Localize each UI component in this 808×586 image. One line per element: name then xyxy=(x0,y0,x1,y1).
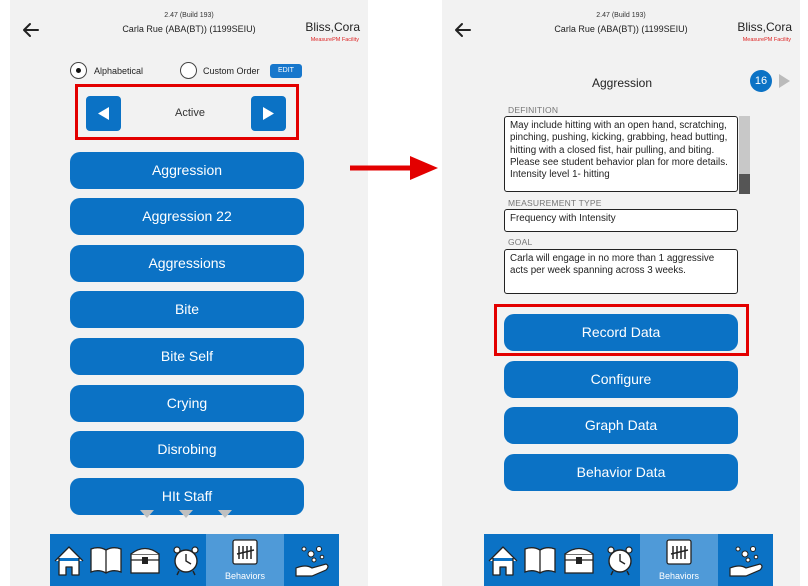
alarm-clock-icon xyxy=(600,534,640,586)
graph-data-button[interactable]: Graph Data xyxy=(504,407,738,444)
radio-selected-dot xyxy=(76,68,81,73)
measurement-type-label: MEASUREMENT TYPE xyxy=(508,198,602,208)
configure-button[interactable]: Configure xyxy=(504,361,738,398)
tab-rewards[interactable] xyxy=(124,534,166,586)
alarm-clock-icon xyxy=(166,534,206,586)
play-icon[interactable] xyxy=(779,74,790,88)
tab-home[interactable] xyxy=(484,534,522,586)
build-version: 2.47 (Build 193) xyxy=(164,12,214,19)
tab-alarms[interactable] xyxy=(600,534,640,586)
book-icon xyxy=(522,534,558,586)
tab-alarms[interactable] xyxy=(166,534,206,586)
behavior-item-aggressions[interactable]: Aggressions xyxy=(70,245,304,282)
tab-behaviors[interactable] xyxy=(640,534,718,586)
hand-sparkle-icon xyxy=(718,534,773,586)
measurement-type-value: Frequency with Intensity xyxy=(504,209,738,232)
treasure-chest-icon xyxy=(558,534,600,586)
facility-name: MeasurePM Facility xyxy=(742,37,791,43)
next-filter-button[interactable] xyxy=(251,96,286,131)
behavior-detail-screen xyxy=(442,0,800,586)
tab-wellness[interactable] xyxy=(284,534,339,586)
record-data-button[interactable]: Record Data xyxy=(504,314,738,351)
facility-name: MeasurePM Facility xyxy=(310,37,359,43)
goal-text: Carla will engage in no more than 1 aggressive acts per week spanning across 3 weeks. xyxy=(504,249,738,294)
behavior-item-bite-self[interactable]: Bite Self xyxy=(70,338,304,375)
filter-status-label: Active xyxy=(175,107,205,119)
patient-name: Carla Rue (ABA(BT)) (1199SEIU) xyxy=(122,24,256,34)
home-icon xyxy=(50,534,88,586)
scrollbar-thumb[interactable] xyxy=(739,174,750,194)
tab-behaviors[interactable] xyxy=(206,534,284,586)
behavior-list-screen xyxy=(10,0,368,586)
count-badge: 16 xyxy=(750,70,772,92)
behavior-title: Aggression xyxy=(591,76,653,90)
tab-wellness[interactable] xyxy=(718,534,773,586)
custom-order-radio[interactable] xyxy=(180,62,197,79)
alphabetical-radio[interactable] xyxy=(70,62,87,79)
goal-label: GOAL xyxy=(508,237,533,247)
edit-order-button[interactable]: EDIT xyxy=(270,64,302,78)
user-name: Bliss,Cora xyxy=(737,20,792,34)
right-triangle-icon xyxy=(251,96,286,131)
bottom-tab-bar xyxy=(484,534,773,586)
definition-scrollbar[interactable] xyxy=(739,116,750,194)
behavior-item-aggression-22[interactable]: Aggression 22 xyxy=(70,198,304,235)
custom-order-label: Custom Order xyxy=(203,66,260,76)
definition-text: May include hitting with an open hand, scratching, pinching, pushing, kicking, grabbing, head butting, hitting with a closed fist, hair pulling, and biting. Please see student behavior plan for more details. Intensity level 1- hitting xyxy=(504,116,738,192)
scroll-down-caret xyxy=(140,510,154,518)
scroll-down-caret xyxy=(218,510,232,518)
treasure-chest-icon xyxy=(124,534,166,586)
behavior-item-aggression[interactable]: Aggression xyxy=(70,152,304,189)
behavior-data-button[interactable]: Behavior Data xyxy=(504,454,738,491)
tab-behaviors-label: Behaviors xyxy=(658,571,700,581)
tab-rewards[interactable] xyxy=(558,534,600,586)
tab-library[interactable] xyxy=(88,534,124,586)
build-version: 2.47 (Build 193) xyxy=(596,12,646,19)
hand-sparkle-icon xyxy=(284,534,339,586)
definition-label: DEFINITION xyxy=(508,105,559,115)
book-icon xyxy=(88,534,124,586)
behavior-item-disrobing[interactable]: Disrobing xyxy=(70,431,304,468)
alphabetical-label: Alphabetical xyxy=(94,66,144,76)
behavior-item-hit-staff[interactable]: HIt Staff xyxy=(70,478,304,515)
user-name: Bliss,Cora xyxy=(305,20,360,34)
tab-library[interactable] xyxy=(522,534,558,586)
tab-home[interactable] xyxy=(50,534,88,586)
bottom-tab-bar xyxy=(50,534,339,586)
home-icon xyxy=(484,534,522,586)
navigation-arrow-icon xyxy=(348,153,440,183)
scroll-down-caret xyxy=(179,510,193,518)
tab-behaviors-label: Behaviors xyxy=(224,571,266,581)
behavior-item-crying[interactable]: Crying xyxy=(70,385,304,422)
patient-name: Carla Rue (ABA(BT)) (1199SEIU) xyxy=(554,24,688,34)
behavior-item-bite[interactable]: Bite xyxy=(70,291,304,328)
